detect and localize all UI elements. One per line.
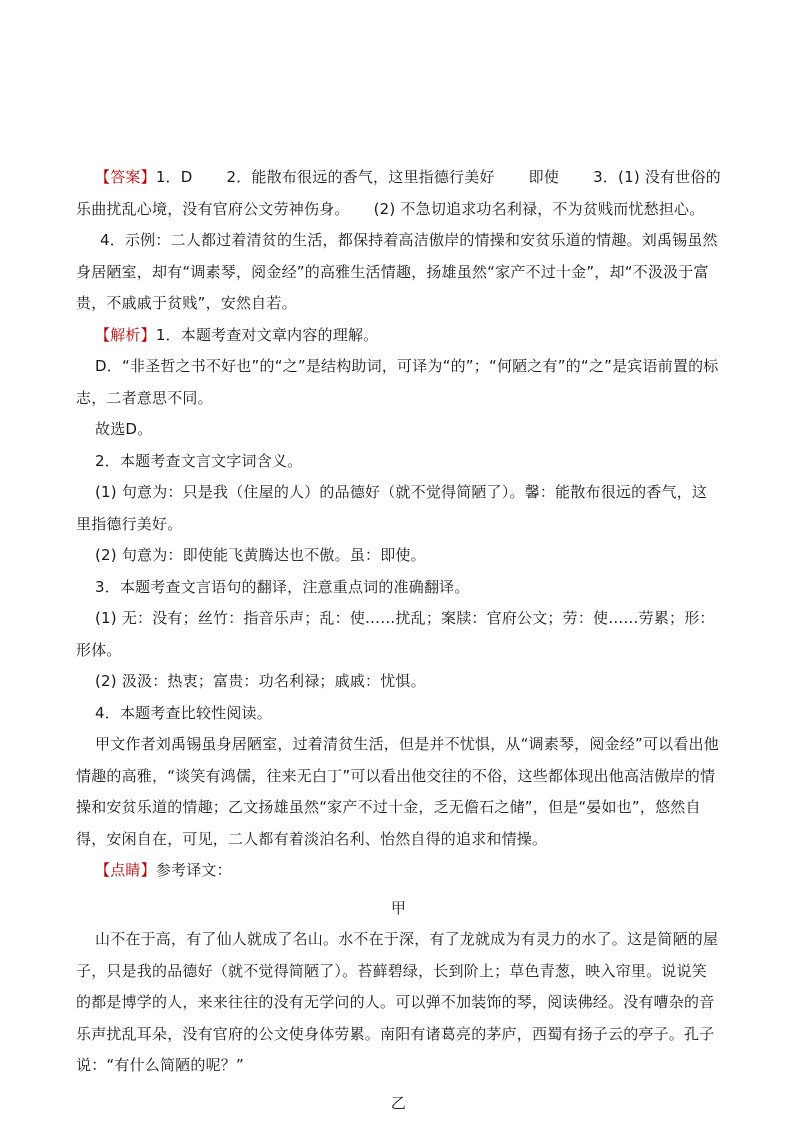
analysis-tag: 【解析】 [95,325,156,344]
highlight-tag: 【点睛】 [95,861,156,879]
analysis-q2-1: (1) 句意为：只是我（住屋的人）的品德好（就不觉得简陋了）。馨：能散布很远的香气，这里指德行美好。 [76,483,708,533]
answer-paragraph [76,162,721,320]
answer-q3-2: (2) 不急切追求功名利禄，不为贫贱而忧愁担心。 [373,199,705,218]
answer-tag: 【答案】 [95,168,156,186]
analysis-q2: 2．本题考查文言文字词含义。 [95,451,303,470]
translation-title-a: 甲 [390,898,407,917]
analysis-q3: 3．本题考查文言语句的翻译，注意重点词的准确翻译。 [95,577,470,596]
answer-q4: 4．示例：二人都过着清贫的生活，都保持着高洁傲岸的情操和安贫乐道的情趣。刘禹锡虽然身居陋室，却有“调素琴，阅金经”的高雅生活情趣，扬雄虽然“家产不过十金”，却“不汲汲于富贵，不戚戚于贫贱”，安然自若。 [76,231,718,312]
analysis-q4: 4．本题考查比较性阅读。 [95,703,272,722]
analysis-q2-2: (2) 句意为：即使能飞黄腾达也不傲。虽：即使。 [95,546,426,564]
translation-title-b: 乙 [390,1093,407,1112]
answer-q2: 2．能散布很远的香气，这里指德行美好 [226,168,495,186]
answer-q3-1: 3．(1) 没有世俗的乐曲扰乱心境，没有官府公文劳神伤身。 [76,168,721,218]
highlight-heading [76,855,721,887]
analysis-q1-choice: 故选D。 [95,420,153,438]
highlight-text: 参考译文： [155,861,232,879]
analysis-q1: 1．本题考查对文章内容的理解。 [155,325,379,344]
analysis-q4-detail: 甲文作者刘禹锡虽身居陋室，过着清贫生活，但是并不忧惧，从“调素琴，阅金经”可以看出他情趣的高雅，“谈笑有鸿儒，往来无白丁”可以看出他交往的不俗，这些都体现出他高洁傲岸的情操和安贫乐道的情趣；乙文扬雄虽然“家产不过十金，乏无儋石之储”，但是“晏如也”，悠然自得，安闲自在，可见，二人都有着淡泊名利、怡然自得的追求和情操。 [76,735,719,848]
analysis-q3-2: (2) 汲汲：热衷；富贵：功名利禄；戚戚：忧惧。 [95,672,426,690]
document-content [76,162,721,1119]
translation-body-a: 山不在于高，有了仙人就成了名山。水不在于深，有了龙就成为有灵力的水了。这是简陋的屋子，只是我的品德好（就不觉得简陋了）。苔藓碧绿，长到阶上；草色青葱，映入帘里。说说笑的都是博学的人，来来往往的没有无学问的人。可以弹不加装饰的琴，阅读佛经。没有嘈杂的音乐声扰乱耳朵，没有官府的公文使身体劳累。南阳有诸葛亮的茅庐，西蜀有扬子云的亭子。孔子说：“有什么简陋的呢？” [76,930,719,1074]
analysis-q3-1: (1) 无：没有；丝竹：指音乐声；乱：使……扰乱；案牍：官府公文；劳：使……劳累；形：形体。 [76,609,715,659]
analysis-heading [76,320,721,352]
answer-q2-second: 即使 [528,168,560,186]
analysis-q1-detail: D．“非圣哲之书不好也”的“之”是结构助词，可译为“的”；“何陋之有”的“之”是宾语前置的标志，二者意思不同。 [76,357,719,407]
answer-q1: 1．D [155,168,193,186]
